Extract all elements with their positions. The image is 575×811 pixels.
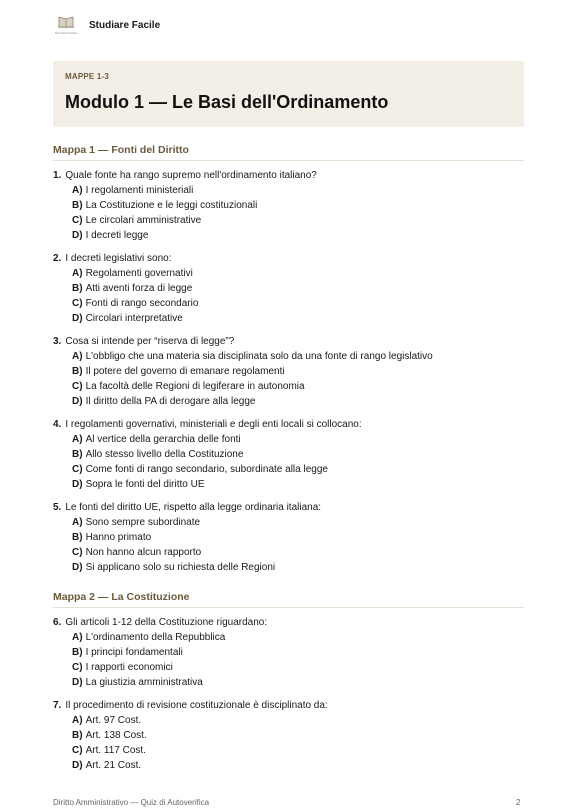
question-number: 4. xyxy=(53,419,62,430)
question-number: 7. xyxy=(53,700,62,711)
answer-option: C) Art. 117 Cost. xyxy=(72,745,146,756)
answer-option: D) Art. 21 Cost. xyxy=(72,760,142,771)
answer-option: A) Art. 97 Cost. xyxy=(72,715,142,726)
module-banner xyxy=(53,61,524,127)
footer-document-title: Diritto Amministrativo — Quiz di Autoverifica xyxy=(53,798,210,807)
answer-option: A) L'obbligo che una materia sia disciplinata solo da una fonte di rango legislativo xyxy=(72,351,433,362)
answer-option: B) I principi fondamentali xyxy=(72,647,183,658)
book-logo-icon xyxy=(54,14,78,36)
question-7 xyxy=(53,698,533,773)
question-number: 5. xyxy=(53,502,62,513)
question-text: Gli articoli 1-12 della Costituzione riguardano: xyxy=(65,617,268,628)
question-text: Le fonti del diritto UE, rispetto alla legge ordinaria italiana: xyxy=(65,502,322,513)
answer-option: B) Art. 138 Cost. xyxy=(72,730,147,741)
answer-option: A) Regolamenti governativi xyxy=(72,268,193,279)
answer-option: C) I rapporti economici xyxy=(72,662,173,673)
answer-option: D) Circolari interpretative xyxy=(72,313,183,324)
banner-kicker: MAPPE 1-3 xyxy=(65,72,110,81)
question-6 xyxy=(53,615,533,690)
answer-option: B) Allo stesso livello della Costituzione xyxy=(72,449,244,460)
page-header xyxy=(54,14,160,36)
answer-option: C) Come fonti di rango secondario, subordinate alla legge xyxy=(72,464,328,475)
answer-option: D) La giustizia amministrativa xyxy=(72,677,203,688)
answer-option: B) Hanno primato xyxy=(72,532,152,543)
question-4 xyxy=(53,417,533,492)
section-title-mappa-2: Mappa 2 — La Costituzione xyxy=(53,591,524,608)
answer-option: C) Le circolari amministrative xyxy=(72,215,202,226)
question-2 xyxy=(53,251,533,326)
question-text: I regolamenti governativi, ministeriali e degli enti locali si collocano: xyxy=(65,419,362,430)
logo-caption: Studiare Facile xyxy=(55,31,77,35)
answer-option: D) Il diritto della PA di derogare alla legge xyxy=(72,396,256,407)
question-number: 1. xyxy=(53,170,62,181)
answer-option: B) La Costituzione e le leggi costituzionali xyxy=(72,200,258,211)
answer-option: A) Al vertice della gerarchia delle fonti xyxy=(72,434,241,445)
page-number: 2 xyxy=(516,798,521,807)
answer-option: B) Atti aventi forza di legge xyxy=(72,283,193,294)
brand-name: Studiare Facile xyxy=(89,19,161,31)
question-1 xyxy=(53,168,533,243)
question-text: Il procedimento di revisione costituzionale è disciplinato da: xyxy=(65,700,328,711)
question-3 xyxy=(53,334,533,409)
question-number: 3. xyxy=(53,336,62,347)
answer-option: A) Sono sempre subordinate xyxy=(72,517,201,528)
question-text: I decreti legislativi sono: xyxy=(65,253,172,264)
question-text: Cosa si intende per “riserva di legge”? xyxy=(65,336,235,347)
answer-option: A) I regolamenti ministeriali xyxy=(72,185,194,196)
question-text: Quale fonte ha rango supremo nell'ordinamento italiano? xyxy=(65,170,317,181)
answer-option: D) Si applicano solo su richiesta delle Regioni xyxy=(72,562,276,573)
page-title: Modulo 1 — Le Basi dell'Ordinamento xyxy=(65,92,389,112)
answer-option: D) Sopra le fonti del diritto UE xyxy=(72,479,205,490)
answer-option: A) L'ordinamento della Repubblica xyxy=(72,632,226,643)
section-title-mappa-1: Mappa 1 — Fonti del Diritto xyxy=(53,144,524,161)
question-number: 6. xyxy=(53,617,62,628)
answer-option: B) Il potere del governo di emanare regolamenti xyxy=(72,366,285,377)
question-number: 2. xyxy=(53,253,62,264)
answer-option: D) I decreti legge xyxy=(72,230,149,241)
answer-option: C) Fonti di rango secondario xyxy=(72,298,199,309)
question-5 xyxy=(53,500,533,575)
answer-option: C) La facoltà delle Regioni di legiferare in autonomia xyxy=(72,381,305,392)
answer-option: C) Non hanno alcun rapporto xyxy=(72,547,202,558)
